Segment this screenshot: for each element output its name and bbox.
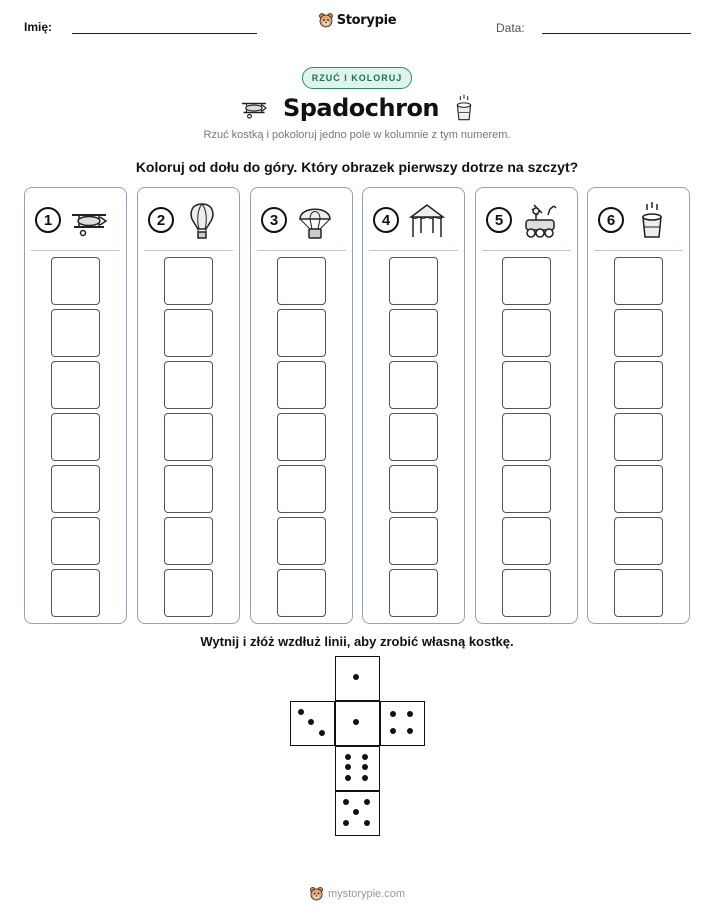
color-cell[interactable] [277, 309, 326, 357]
color-cell[interactable] [614, 257, 663, 305]
pip [343, 820, 349, 826]
pip [364, 799, 370, 805]
pip [362, 775, 368, 781]
pip [298, 709, 304, 715]
column-divider [144, 250, 233, 251]
color-cell[interactable] [164, 465, 213, 513]
pip [407, 711, 413, 717]
pip [390, 728, 396, 734]
column-header [363, 188, 464, 250]
color-cell[interactable] [164, 517, 213, 565]
color-cell[interactable] [277, 569, 326, 617]
color-cell[interactable] [51, 257, 100, 305]
brand-logo [0, 12, 714, 28]
color-cell[interactable] [51, 309, 100, 357]
rover-icon [520, 201, 560, 241]
dice-face-5 [335, 791, 380, 836]
page-title: Spadochron [282, 94, 440, 122]
column-6 [587, 187, 690, 624]
color-cell[interactable] [502, 257, 551, 305]
color-cell[interactable] [389, 569, 438, 617]
color-cell[interactable] [502, 517, 551, 565]
canopy-tent-icon [407, 201, 447, 241]
color-cell[interactable] [614, 569, 663, 617]
column-header [588, 188, 689, 250]
pip [362, 754, 368, 760]
column-number: 5 [486, 207, 512, 233]
column-divider [594, 250, 683, 251]
pip [345, 754, 351, 760]
column-divider [369, 250, 458, 251]
color-cell[interactable] [164, 309, 213, 357]
column-header [25, 188, 126, 250]
column-number: 3 [261, 207, 287, 233]
column-4 [362, 187, 465, 624]
date-label: Data: [496, 21, 525, 35]
brand-name: Storypie [336, 12, 397, 28]
instruction: Koloruj od dołu do góry. Który obrazek pierwszy dotrze na szczyt? [135, 159, 579, 175]
date-line [542, 33, 691, 34]
cut-instruction: Wytnij i złóż wzdłuż linii, aby zrobić własną kostkę. [200, 634, 514, 649]
footer [0, 886, 714, 901]
pip [390, 711, 396, 717]
bucket-icon [632, 201, 672, 241]
color-cell[interactable] [614, 465, 663, 513]
column-1 [24, 187, 127, 624]
color-cell[interactable] [389, 465, 438, 513]
color-cell[interactable] [51, 465, 100, 513]
bear-logo-icon [309, 886, 324, 901]
biplane-icon [239, 96, 269, 120]
bear-logo-icon [318, 12, 334, 28]
pip [353, 674, 359, 680]
color-cell[interactable] [389, 361, 438, 409]
column-divider [482, 250, 571, 251]
pip [362, 764, 368, 770]
parachute-icon [295, 201, 335, 241]
column-number: 6 [598, 207, 624, 233]
dice-face-6 [335, 746, 380, 791]
color-cell[interactable] [502, 309, 551, 357]
pip [345, 764, 351, 770]
color-cell[interactable] [389, 517, 438, 565]
color-cell[interactable] [51, 413, 100, 461]
biplane-icon [69, 201, 109, 241]
column-divider [31, 250, 120, 251]
color-cell[interactable] [51, 569, 100, 617]
color-cell[interactable] [502, 361, 551, 409]
color-cell[interactable] [389, 257, 438, 305]
column-divider [257, 250, 346, 251]
pip [345, 775, 351, 781]
color-cell[interactable] [277, 517, 326, 565]
color-cell[interactable] [164, 361, 213, 409]
column-3 [250, 187, 353, 624]
column-header [251, 188, 352, 250]
column-number: 4 [373, 207, 399, 233]
color-cell[interactable] [614, 517, 663, 565]
column-number: 1 [35, 207, 61, 233]
column-header [138, 188, 239, 250]
color-cell[interactable] [51, 361, 100, 409]
color-cell[interactable] [277, 361, 326, 409]
pip [319, 730, 325, 736]
color-cell[interactable] [502, 465, 551, 513]
color-cell[interactable] [502, 413, 551, 461]
column-2 [137, 187, 240, 624]
title-row [0, 90, 714, 126]
color-cell[interactable] [277, 465, 326, 513]
dice-face-3 [290, 701, 335, 746]
color-cell[interactable] [614, 413, 663, 461]
color-cell[interactable] [277, 413, 326, 461]
color-cell[interactable] [164, 569, 213, 617]
color-cell[interactable] [389, 309, 438, 357]
column-number: 2 [148, 207, 174, 233]
color-cell[interactable] [389, 413, 438, 461]
color-cell[interactable] [614, 309, 663, 357]
name-label: Imię: [24, 20, 53, 34]
dice-face-1 [335, 701, 380, 746]
name-line [72, 33, 257, 34]
pip [343, 799, 349, 805]
column-header [476, 188, 577, 250]
hot-air-balloon-icon [182, 201, 222, 241]
bucket-icon [453, 93, 475, 123]
dice-face-1 [335, 656, 380, 701]
color-cell[interactable] [164, 257, 213, 305]
color-cell[interactable] [277, 257, 326, 305]
column-5 [475, 187, 578, 624]
activity-badge: RZUĆ I KOLORUJ [302, 67, 412, 89]
pip [308, 719, 314, 725]
pip [364, 820, 370, 826]
color-cell[interactable] [51, 517, 100, 565]
footer-url: mystorypie.com [327, 887, 406, 900]
color-cell[interactable] [614, 361, 663, 409]
color-cell[interactable] [502, 569, 551, 617]
dice-face-4 [380, 701, 425, 746]
pip [353, 809, 359, 815]
color-cell[interactable] [164, 413, 213, 461]
subtitle: Rzuć kostką i pokoloruj jedno pole w kolumnie z tym numerem. [203, 129, 511, 141]
pip [407, 728, 413, 734]
pip [353, 719, 359, 725]
